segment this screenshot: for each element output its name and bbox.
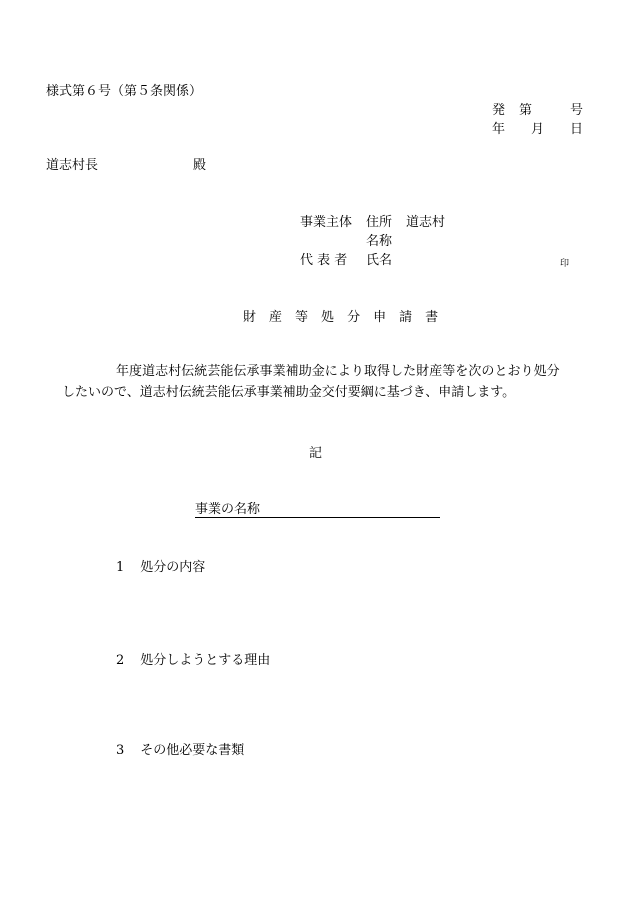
list-item <box>116 560 205 576</box>
title-char: 等 <box>295 310 309 325</box>
project-name-underline <box>195 517 437 518</box>
issue-hatsu: 発 <box>492 103 506 118</box>
body-line-1: 年度道志村伝統芸能伝承事業補助金により取得した財産等を次のとおり処分 <box>116 364 560 379</box>
list-item <box>116 743 244 759</box>
project-name-blank <box>260 503 440 518</box>
addressee-honorific: 殿 <box>193 158 207 173</box>
date-line <box>492 122 583 138</box>
project-name-label: 事業の名称 <box>195 502 261 517</box>
address-label: 住所 <box>366 215 393 230</box>
list-item <box>116 653 270 669</box>
item-number: 3 <box>116 743 125 758</box>
title-char: 分 <box>347 310 361 325</box>
entity-label: 事業主体 <box>300 215 353 230</box>
date-day: 日 <box>570 122 584 137</box>
addressee-name: 道志村長 <box>46 158 99 173</box>
project-name-row <box>195 502 440 518</box>
representative-name-label: 氏名 <box>366 253 393 268</box>
item-label: 処分しようとする理由 <box>140 653 271 668</box>
item-number: 2 <box>116 653 125 668</box>
representative-label: 代 表 者 <box>300 253 348 268</box>
issue-dai: 第 <box>519 103 533 118</box>
item-number: 1 <box>116 560 125 575</box>
date-year: 年 <box>492 122 506 137</box>
issue-number-line <box>492 103 583 119</box>
item-label: その他必要な書類 <box>140 743 245 758</box>
title-char: 請 <box>399 310 413 325</box>
form-number: 様式第６号（第５条関係） <box>46 84 203 99</box>
name-label: 名称 <box>366 234 393 249</box>
title-char: 財 <box>243 310 257 325</box>
title-char: 書 <box>425 310 439 325</box>
title-char: 処 <box>321 310 335 325</box>
issue-go: 号 <box>570 103 584 118</box>
document-title <box>243 310 438 326</box>
address-value: 道志村 <box>406 215 446 230</box>
item-label: 処分の内容 <box>140 560 206 575</box>
date-month: 月 <box>531 122 545 137</box>
title-char: 申 <box>373 310 387 325</box>
body-line-2: したいので、道志村伝統芸能伝承事業補助金交付要綱に基づき、申請します。 <box>62 385 516 400</box>
title-char: 産 <box>269 310 283 325</box>
seal-mark: 印 <box>560 259 570 269</box>
ki-mark: 記 <box>309 446 323 461</box>
